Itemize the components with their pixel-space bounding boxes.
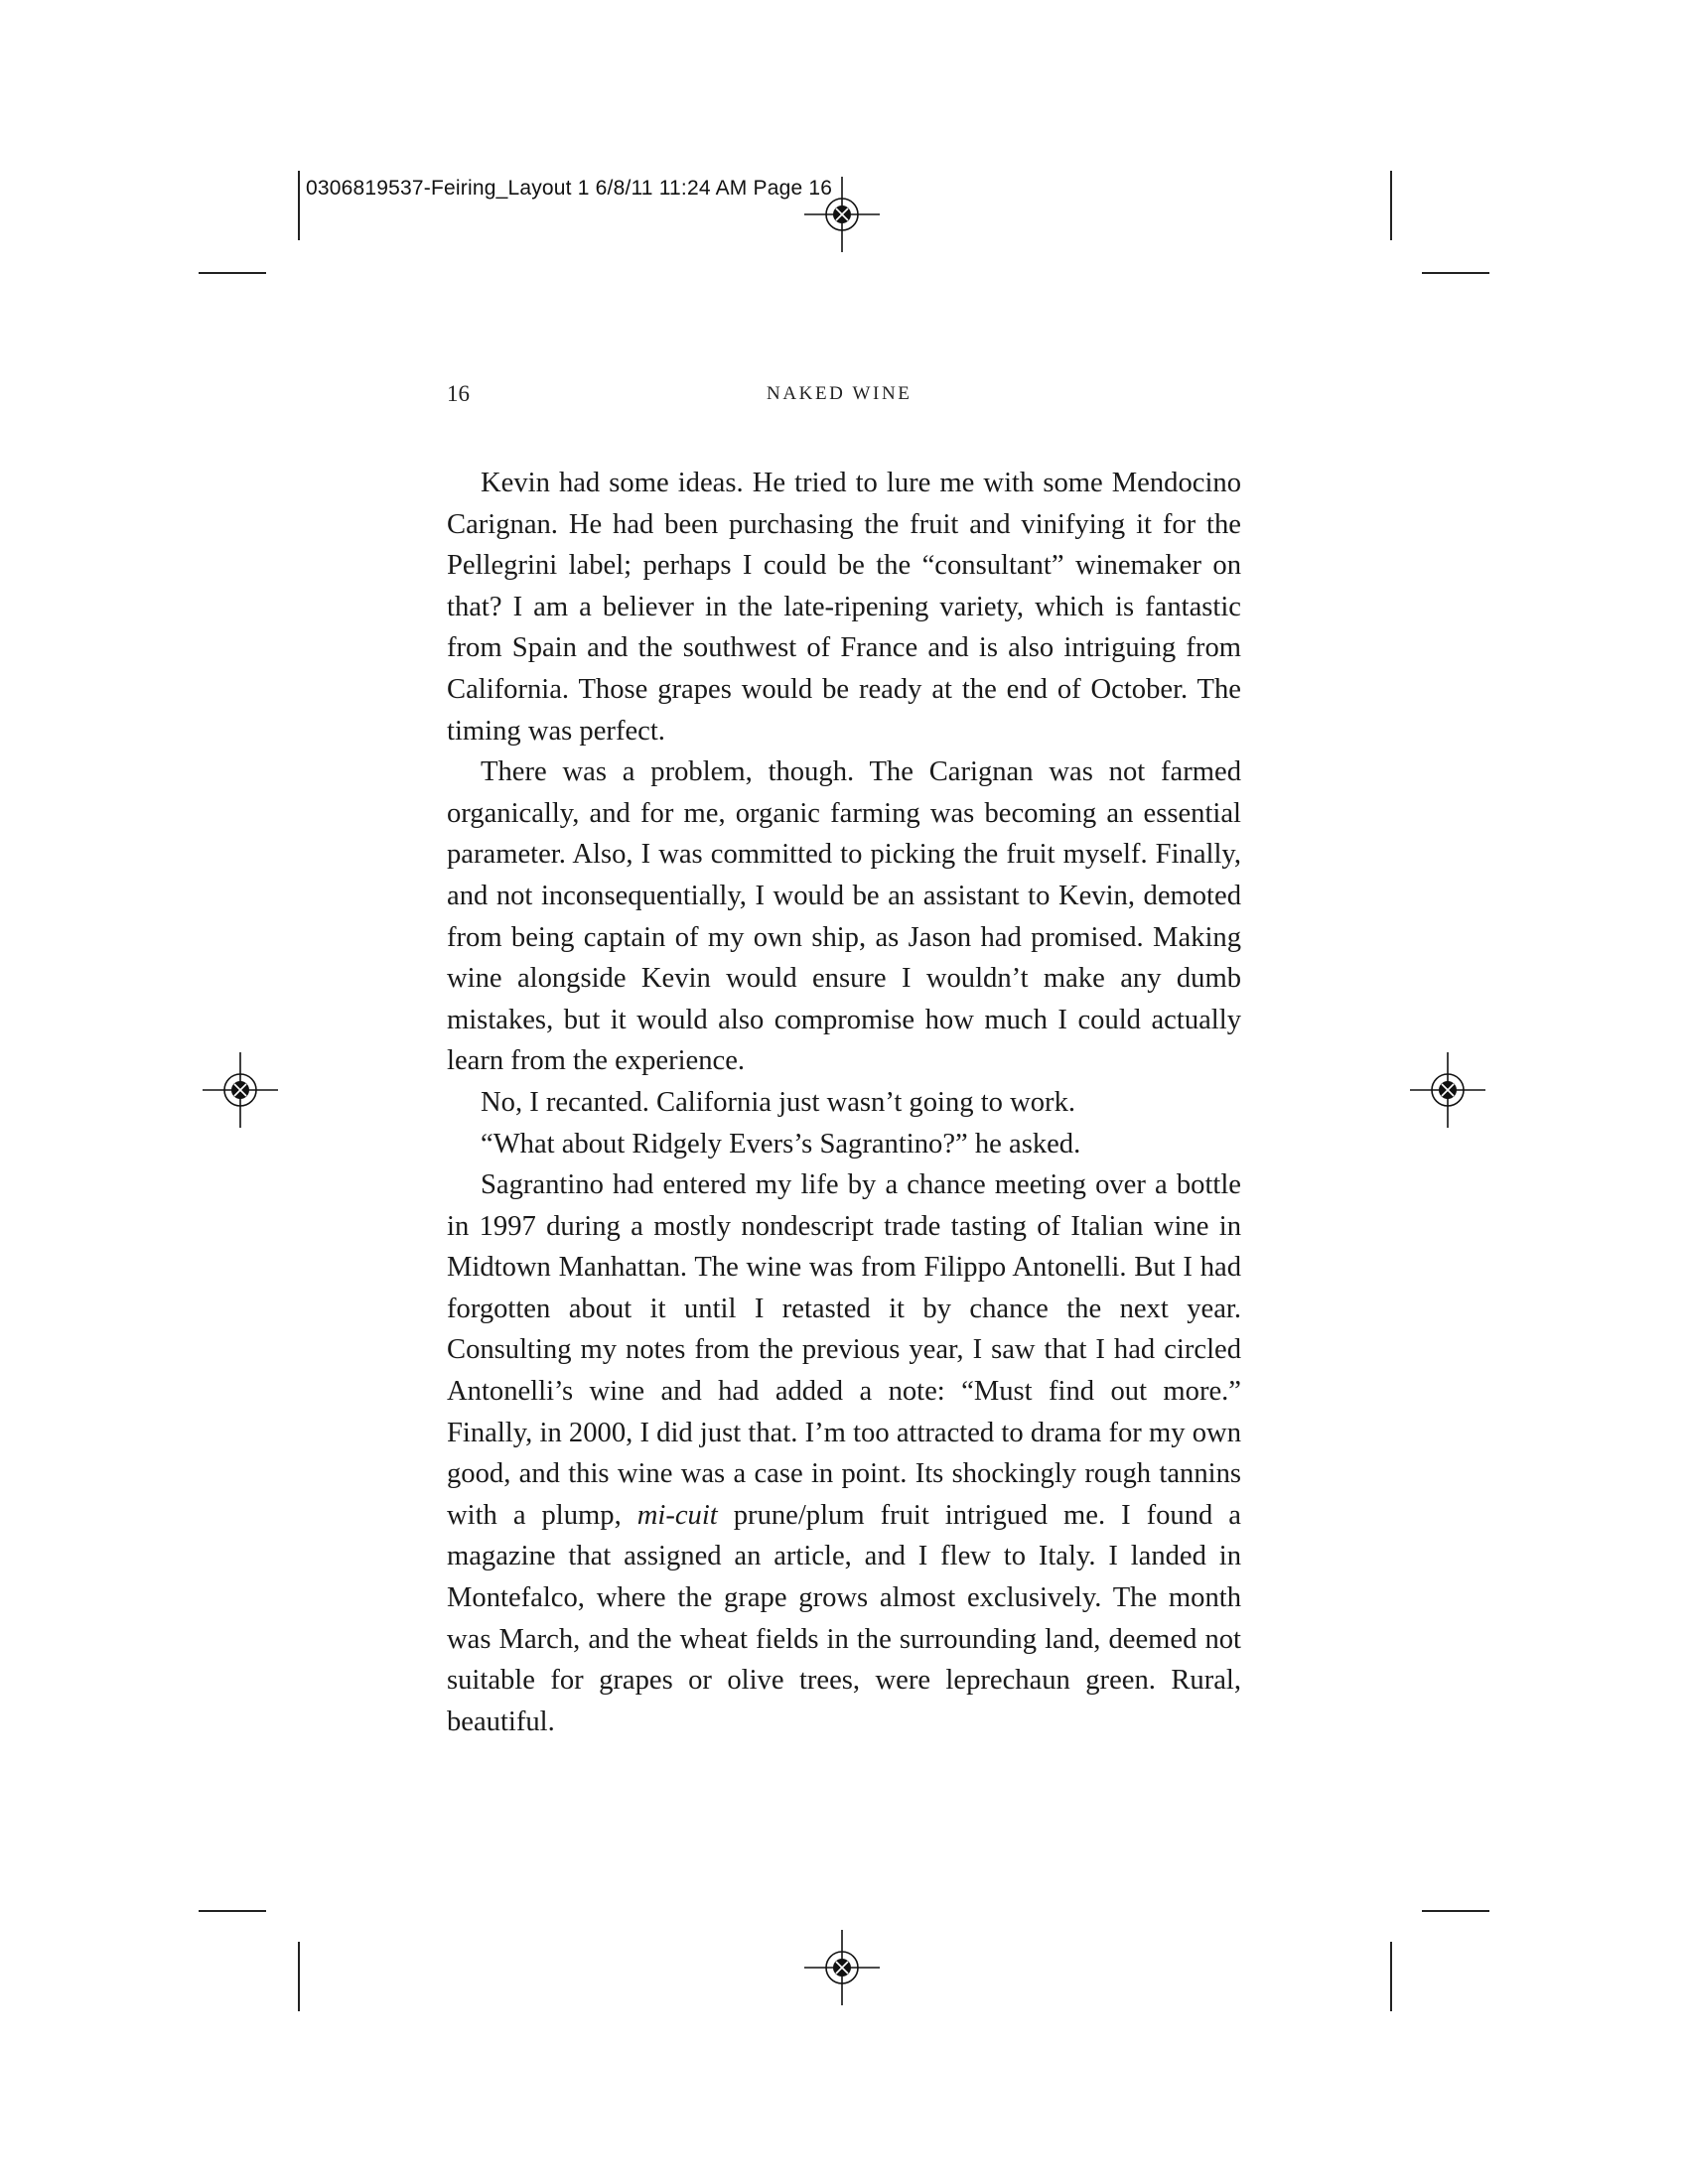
paragraph-5-part-2: prune/plum fruit intrigued me. I found a magazine that assigned an article, and I flew to Italy. I landed in Montefalco, where the grape grows almost exclusively. The month was March, and the wheat fields in the surrounding land, deemed not suitable for grapes or olive trees, were leprechaun green. Rural, beautiful.: [447, 1499, 1241, 1737]
crop-mark-bottom-right-vertical: [1390, 1942, 1392, 2011]
paragraph-1: Kevin had some ideas. He tried to lure me with some Mendocino Carignan. He had been purchasing the fruit and vinifying it for the Pellegrini label; perhaps I could be the “consultant” winemaker on that? I am a believer in the late-ripening variety, which is fantastic from Spain and the southwest of France and is also intriguing from California. Those grapes would be ready at the end of October. The timing was perfect.: [447, 468, 1241, 747]
crop-mark-top-left-horizontal: [199, 272, 266, 274]
crop-mark-bottom-left-vertical: [298, 1942, 300, 2011]
paragraph-5-part-1: Sagrantino had entered my life by a chance meeting over a bottle in 1997 during a mostly nondescript trade tasting of Italian wine in Midtown Manhattan. The wine was from Filippo Antonelli. But I had forgotten about it until I retasted it by chance the next year. Consulting my notes from the previous year, I saw that I had circled Antonelli’s wine and had added a note: “Must find out more.” Finally, in 2000, I did just that. I’m too attracted to drama for my own good, and this wine was a case in point. Its shockingly rough tannins with a plump,: [447, 1169, 1241, 1531]
crop-mark-top-right-horizontal: [1422, 272, 1489, 274]
body-text: [447, 463, 1241, 1742]
paragraph-4: “What about Ridgely Evers’s Sagrantino?” he asked.: [481, 1128, 1081, 1160]
crop-mark-top-right-vertical: [1390, 171, 1392, 240]
paragraph-3: No, I recanted. California just wasn’t going to work.: [481, 1086, 1076, 1118]
registration-mark-right-icon: [1408, 1050, 1487, 1130]
crop-mark-bottom-right-horizontal: [1422, 1910, 1489, 1912]
running-head: [447, 381, 1688, 411]
registration-mark-left-icon: [201, 1050, 280, 1130]
registration-mark-top-icon: [802, 175, 882, 254]
paragraph-5: [447, 1164, 1241, 1742]
italic-term: mi-cuit: [636, 1499, 718, 1531]
registration-mark-bottom-icon: [802, 1928, 882, 2007]
printer-slug: 0306819537-Feiring_Layout 1 6/8/11 11:24 AM Page 16: [306, 177, 833, 200]
page-number: 16: [447, 381, 470, 406]
crop-mark-bottom-left-horizontal: [199, 1910, 266, 1912]
book-title: NAKED WINE: [767, 383, 913, 404]
paragraph-2: There was a problem, though. The Carignan was not farmed organically, and for me, organic farming was becoming an essential parameter. Also, I was committed to picking the fruit myself. Finally, and not inconsequentially, I would be an assistant to Kevin, demoted from being captain of my own ship, as Jason had promised. Making wine alongside Kevin would ensure I wouldn’t make any dumb mistakes, but it would also compromise how much I could actually learn from the experience.: [447, 756, 1241, 1077]
crop-mark-top-left-vertical: [298, 171, 300, 240]
